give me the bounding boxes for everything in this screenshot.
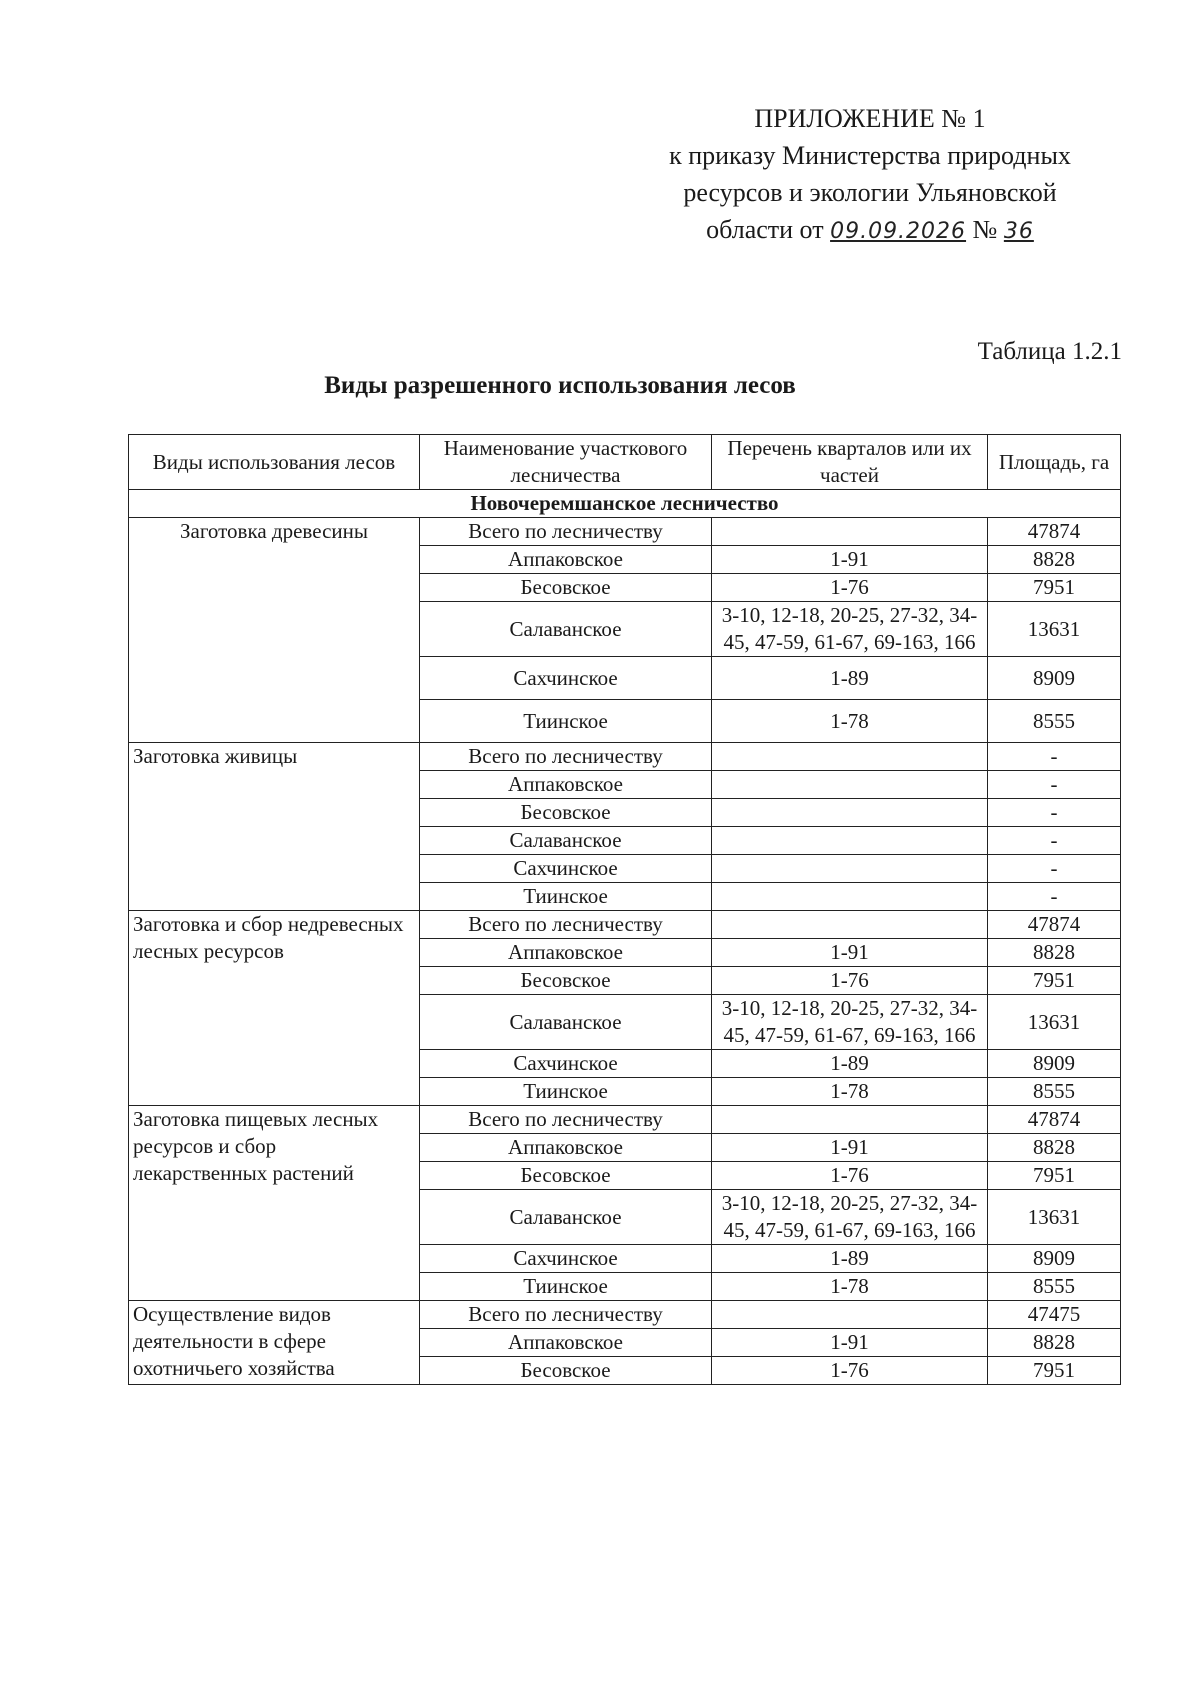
use-type-cell: Заготовка и сбор недревесных лесных ресурсов	[129, 911, 420, 1106]
table-row	[129, 911, 1121, 939]
district-cell: Бесовское	[420, 799, 712, 827]
section-row	[129, 490, 1121, 518]
number-sign: №	[972, 215, 998, 244]
blocks-cell	[712, 827, 988, 855]
district-cell: Всего по лесничеству	[420, 518, 712, 546]
district-cell: Бесовское	[420, 1357, 712, 1385]
area-cell: 7951	[988, 1357, 1121, 1385]
table-row	[129, 743, 1121, 771]
blocks-cell: 1-78	[712, 1078, 988, 1106]
area-cell: 8828	[988, 1329, 1121, 1357]
use-type-cell: Заготовка древесины	[129, 518, 420, 743]
blocks-cell	[712, 911, 988, 939]
blocks-cell: 1-78	[712, 700, 988, 743]
area-cell: 47874	[988, 518, 1121, 546]
district-cell: Сахчинское	[420, 1245, 712, 1273]
appendix-header	[620, 100, 1120, 250]
district-cell: Салаванское	[420, 1190, 712, 1245]
district-cell: Салаванское	[420, 602, 712, 657]
order-date: 09.09.2026	[830, 219, 967, 244]
area-cell: -	[988, 771, 1121, 799]
table-number: Таблица 1.2.1	[977, 338, 1122, 365]
district-cell: Тиинское	[420, 700, 712, 743]
header-use: Виды использования лесов	[129, 435, 420, 490]
district-cell: Всего по лесничеству	[420, 743, 712, 771]
area-cell: 8909	[988, 657, 1121, 700]
blocks-cell	[712, 743, 988, 771]
area-cell: 47874	[988, 1106, 1121, 1134]
district-cell: Аппаковское	[420, 1329, 712, 1357]
table-body	[129, 490, 1121, 1385]
area-cell: 8555	[988, 1273, 1121, 1301]
appendix-line-3: ресурсов и экологии Ульяновской	[683, 178, 1057, 207]
header-area: Площадь, га	[988, 435, 1121, 490]
blocks-cell: 1-91	[712, 1134, 988, 1162]
district-cell: Аппаковское	[420, 939, 712, 967]
blocks-cell: 1-91	[712, 939, 988, 967]
use-type-cell: Заготовка живицы	[129, 743, 420, 911]
district-cell: Салаванское	[420, 995, 712, 1050]
district-cell: Тиинское	[420, 1273, 712, 1301]
blocks-cell	[712, 1106, 988, 1134]
district-cell: Всего по лесничеству	[420, 1301, 712, 1329]
district-cell: Сахчинское	[420, 657, 712, 700]
district-cell: Тиинское	[420, 1078, 712, 1106]
table-header-row	[129, 435, 1121, 490]
blocks-cell: 1-76	[712, 1357, 988, 1385]
area-cell: -	[988, 799, 1121, 827]
blocks-cell: 1-89	[712, 1050, 988, 1078]
area-cell: 8909	[988, 1245, 1121, 1273]
header-district: Наименование участкового лесничества	[420, 435, 712, 490]
area-cell: -	[988, 743, 1121, 771]
district-cell: Бесовское	[420, 574, 712, 602]
header-blocks: Перечень кварталов или их частей	[712, 435, 988, 490]
area-cell: 8828	[988, 1134, 1121, 1162]
area-cell: -	[988, 883, 1121, 911]
document-title: Виды разрешенного использования лесов	[324, 372, 796, 399]
blocks-cell: 1-89	[712, 1245, 988, 1273]
blocks-cell: 1-76	[712, 967, 988, 995]
district-cell: Всего по лесничеству	[420, 911, 712, 939]
area-cell: 8828	[988, 546, 1121, 574]
district-cell: Аппаковское	[420, 771, 712, 799]
blocks-cell: 3-10, 12-18, 20-25, 27-32, 34-45, 47-59, 61-67, 69-163, 166	[712, 1190, 988, 1245]
use-type-cell: Осуществление видов деятельности в сфере охотничьего хозяйства	[129, 1301, 420, 1385]
blocks-cell: 1-91	[712, 1329, 988, 1357]
blocks-cell	[712, 855, 988, 883]
table-row	[129, 1301, 1121, 1329]
area-cell: -	[988, 827, 1121, 855]
district-cell: Бесовское	[420, 967, 712, 995]
blocks-cell	[712, 518, 988, 546]
blocks-cell	[712, 1301, 988, 1329]
appendix-line-2: к приказу Министерства природных	[669, 141, 1071, 170]
district-cell: Сахчинское	[420, 1050, 712, 1078]
area-cell: -	[988, 855, 1121, 883]
blocks-cell	[712, 799, 988, 827]
district-cell: Аппаковское	[420, 546, 712, 574]
blocks-cell: 1-91	[712, 546, 988, 574]
blocks-cell	[712, 771, 988, 799]
area-cell: 47874	[988, 911, 1121, 939]
appendix-line-4-prefix: области от	[706, 215, 824, 244]
area-cell: 13631	[988, 995, 1121, 1050]
area-cell: 7951	[988, 574, 1121, 602]
area-cell: 7951	[988, 1162, 1121, 1190]
forest-use-table	[128, 434, 1121, 1385]
district-cell: Бесовское	[420, 1162, 712, 1190]
area-cell: 8828	[988, 939, 1121, 967]
area-cell: 8555	[988, 700, 1121, 743]
appendix-line-4	[620, 211, 1120, 250]
area-cell: 8555	[988, 1078, 1121, 1106]
blocks-cell: 1-76	[712, 1162, 988, 1190]
blocks-cell: 1-89	[712, 657, 988, 700]
blocks-cell: 3-10, 12-18, 20-25, 27-32, 34-45, 47-59, 61-67, 69-163, 166	[712, 995, 988, 1050]
area-cell: 7951	[988, 967, 1121, 995]
appendix-title: ПРИЛОЖЕНИЕ № 1	[754, 104, 986, 133]
area-cell: 47475	[988, 1301, 1121, 1329]
area-cell: 13631	[988, 602, 1121, 657]
section-title: Новочеремшанское лесничество	[129, 490, 1121, 518]
area-cell: 13631	[988, 1190, 1121, 1245]
district-cell: Аппаковское	[420, 1134, 712, 1162]
area-cell: 8909	[988, 1050, 1121, 1078]
order-number: 36	[1003, 219, 1034, 244]
table-row	[129, 1106, 1121, 1134]
blocks-cell: 3-10, 12-18, 20-25, 27-32, 34-45, 47-59, 61-67, 69-163, 166	[712, 602, 988, 657]
district-cell: Салаванское	[420, 827, 712, 855]
blocks-cell: 1-78	[712, 1273, 988, 1301]
district-cell: Тиинское	[420, 883, 712, 911]
district-cell: Всего по лесничеству	[420, 1106, 712, 1134]
blocks-cell	[712, 883, 988, 911]
use-type-cell: Заготовка пищевых лесных ресурсов и сбор лекарственных растений	[129, 1106, 420, 1301]
table-row	[129, 518, 1121, 546]
blocks-cell: 1-76	[712, 574, 988, 602]
district-cell: Сахчинское	[420, 855, 712, 883]
